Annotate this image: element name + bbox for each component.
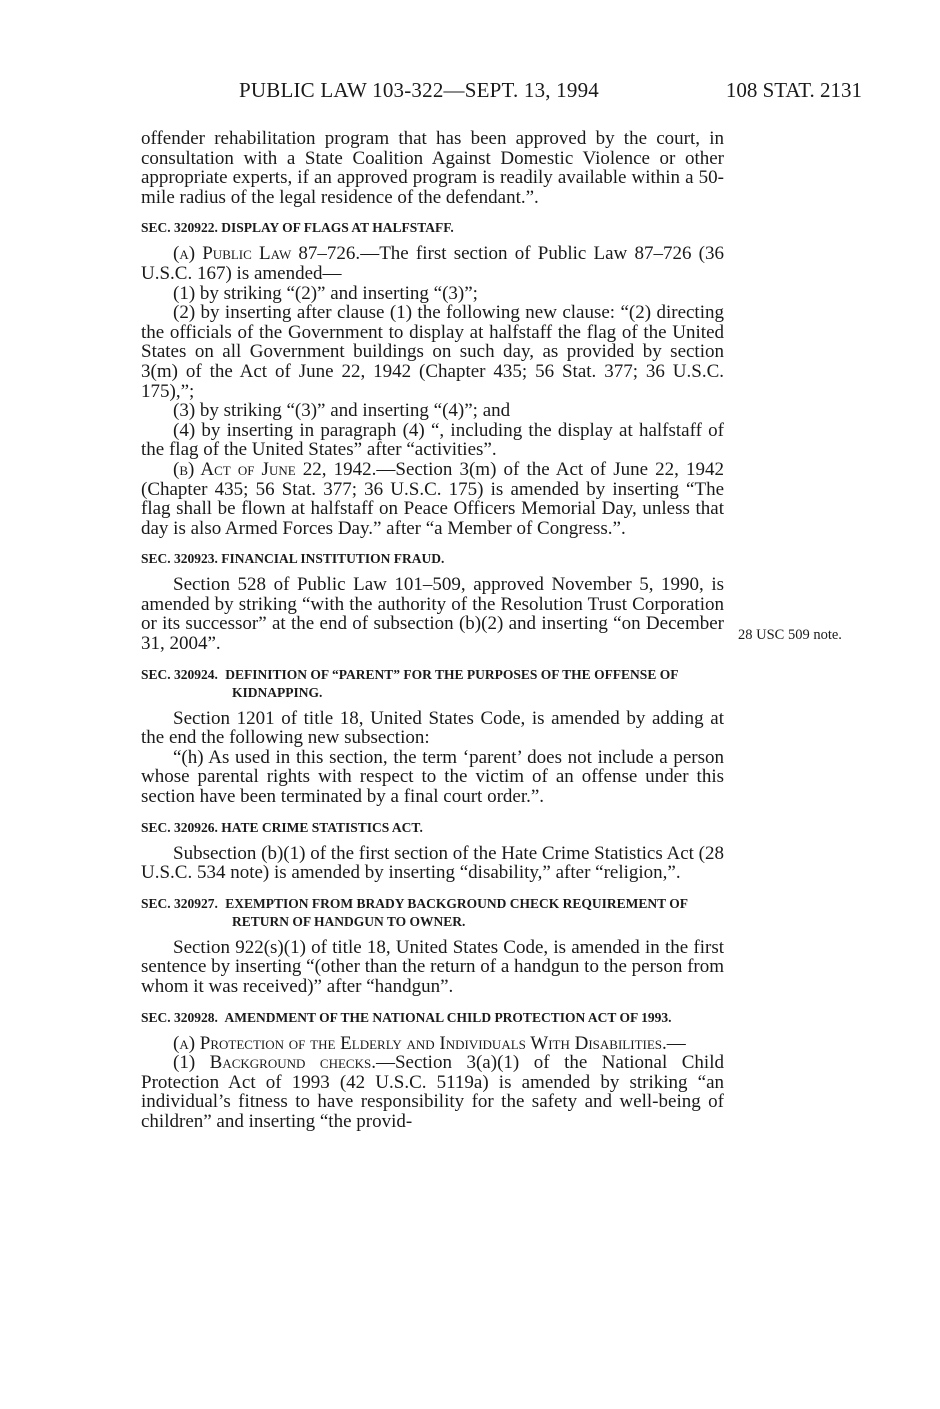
subsection-b-320922 bbox=[141, 460, 724, 538]
intro-paragraph: offender rehabilitation program that has been approved by the court, in consultation with a State Coalition Against Domestic Violence or other appropriate experts, if an approved program is readily available within a 50-mile radius of the legal residence of the defendant.”. bbox=[141, 128, 724, 208]
section-title: EXEMPTION FROM BRADY BACKGROUND CHECK REQUIREMENT OF RETURN OF HANDGUN TO OWNER. bbox=[225, 895, 688, 929]
paragraph-1-label: (1) Background checks. bbox=[173, 1052, 376, 1074]
running-header-stat-page: 108 STAT. 2131 bbox=[725, 78, 862, 102]
section-number: SEC. 320927. bbox=[141, 895, 218, 911]
section-320923-text: Section 528 of Public Law 101–509, approved November 5, 1990, is amended by striking “with the authority of the Resolution Trust Corporation or its successor” at the end of subsection (b)(2) and inserting “on December 31, 2004”. bbox=[141, 574, 724, 655]
section-320924-text: Section 1201 of title 18, United States Code, is amended by adding at the end the following new subsection: bbox=[141, 707, 724, 749]
clause-3: (3) by striking “(3)” and inserting “(4)”; and bbox=[173, 400, 511, 422]
paragraph-1-320928 bbox=[141, 1053, 724, 1131]
section-heading-320927 bbox=[141, 895, 724, 931]
clause-1: (1) by striking “(2)” and inserting “(3)”; bbox=[173, 282, 478, 304]
section-heading-320926: SEC. 320926. HATE CRIME STATISTICS ACT. bbox=[141, 819, 423, 835]
subsection-a-text: — bbox=[666, 1032, 686, 1054]
clause-2: (2) by inserting after clause (1) the following new clause: “(2) directing the officials of the Government to display at halfstaff the flag of the United States on all Government buildings on such day, as provided by section 3(m) of the Act of June 22, 1942 (Chapter 435; 56 Stat. 377; 36 U.S.C. 175),”; bbox=[141, 302, 724, 402]
margin-note-citation: 28 USC 509 note. bbox=[738, 627, 842, 643]
section-number: SEC. 320924. bbox=[141, 666, 218, 682]
subsection-a-320922 bbox=[141, 244, 724, 283]
section-heading-320924 bbox=[141, 666, 724, 702]
running-header-law: PUBLIC LAW 103-322—SEPT. 13, 1994 bbox=[239, 78, 599, 102]
section-320924-quote: “(h) As used in this section, the term ‘parent’ does not include a person whose parental rights with respect to the victim of an offense under this section have been terminated by a final court order.”. bbox=[141, 746, 724, 808]
subsection-b-text: —Section 3(m) of the Act of June 22, 1942 (Chapter 435; 56 Stat. 377; 36 U.S.C. 175) is amended by inserting “The flag shall be flown at halfstaff on Peace Officers Memorial Day, unless that day is also Armed Forces Day.” after “a Member of Congress.”. bbox=[141, 458, 724, 539]
subsection-a-label: (a) Protection of the Elderly and Individuals With Disabilities. bbox=[173, 1032, 667, 1054]
subsection-a-320928 bbox=[141, 1034, 724, 1054]
document-body bbox=[141, 129, 724, 1132]
section-320927-text: Section 922(s)(1) of title 18, United States Code, is amended in the first sentence by inserting “(other than the return of a handgun to the person from whom it was received)” after “handgun”. bbox=[141, 936, 725, 997]
section-number: SEC. 320928. bbox=[141, 1009, 218, 1025]
subsection-a-text: —The first section of Public Law 87–726 (36 U.S.C. 167) is amended— bbox=[141, 243, 725, 284]
section-320926-text: Subsection (b)(1) of the first section of the Hate Crime Statistics Act (28 U.S.C. 534 note) is amended by inserting “disability,” after “religion,”. bbox=[141, 842, 724, 884]
subsection-a-label: (a) Public Law 87–726. bbox=[173, 243, 361, 265]
clause-4: (4) by inserting in paragraph (4) “, including the display at halfstaff of the flag of the United States” after “activities”. bbox=[141, 419, 724, 461]
section-heading-320923: SEC. 320923. FINANCIAL INSTITUTION FRAUD. bbox=[141, 551, 445, 567]
subsection-b-label: (b) Act of June 22, 1942. bbox=[173, 458, 377, 480]
section-heading-320922: SEC. 320922. DISPLAY OF FLAGS AT HALFSTAFF. bbox=[141, 220, 454, 236]
section-heading-320928 bbox=[141, 1009, 724, 1027]
section-title: DEFINITION OF “PARENT” FOR THE PURPOSES OF THE OFFENSE OF KIDNAPPING. bbox=[225, 666, 678, 700]
section-title: AMENDMENT OF THE NATIONAL CHILD PROTECTION ACT OF 1993. bbox=[224, 1009, 672, 1025]
paragraph-1-text: —Section 3(a)(1) of the National Child Protection Act of 1993 (42 U.S.C. 5119a) is amended by striking “an individual’s fitness to have responsibility for the safety and well-being of children” and inserting “the provid- bbox=[141, 1052, 724, 1132]
